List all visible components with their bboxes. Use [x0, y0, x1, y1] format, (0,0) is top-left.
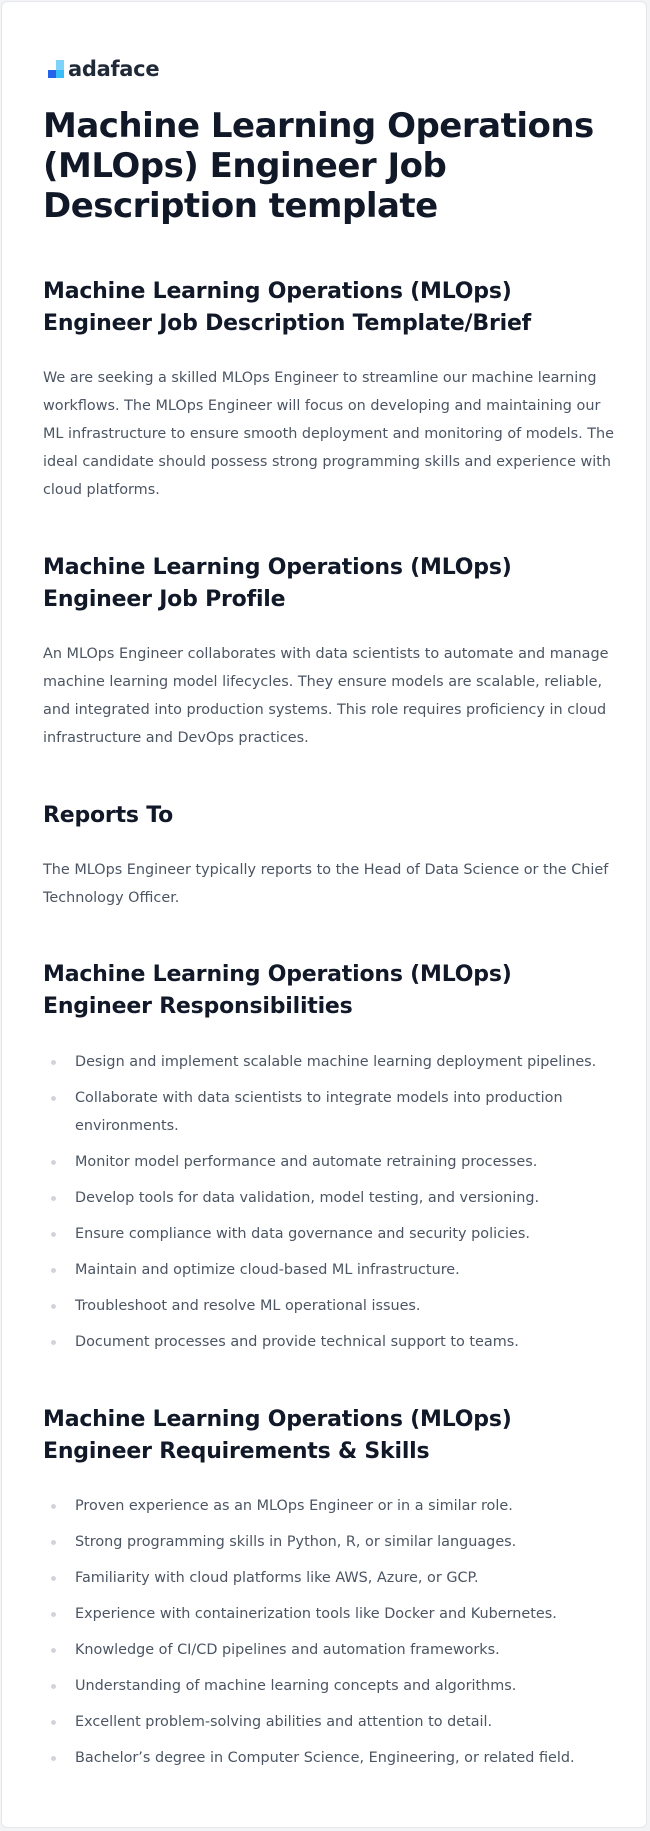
list-item: Ensure compliance with data governance and security policies. [43, 1220, 623, 1248]
section-text-brief: We are seeking a skilled MLOps Engineer to streamline our machine learning workflows. The MLOps Engineer will focus on developing and maintaining our ML infrastructure to ensure smooth deployment and monitoring of models. The ideal candidate should possess strong programming skills and experience with cloud platforms. [43, 370, 615, 498]
section-text-reports-to: The MLOps Engineer typically reports to the Head of Data Science or the Chief Technology Officer. [43, 862, 609, 906]
brand-name: adaface [68, 57, 160, 81]
responsibilities-list [43, 1048, 623, 1364]
list-item: Troubleshoot and resolve ML operational issues. [43, 1292, 623, 1320]
list-item: Maintain and optimize cloud-based ML infrastructure. [43, 1256, 623, 1284]
list-item: Understanding of machine learning concepts and algorithms. [43, 1672, 623, 1700]
adaface-logo-icon [48, 60, 64, 78]
adaface-logo[interactable] [48, 57, 159, 81]
section-heading-requirements: Machine Learning Operations (MLOps) Engineer Requirements & Skills [43, 1407, 512, 1464]
job-description-card [1, 1, 647, 1828]
list-item: Proven experience as an MLOps Engineer or in a similar role. [43, 1492, 623, 1520]
list-item: Excellent problem-solving abilities and attention to detail. [43, 1708, 623, 1736]
list-item: Document processes and provide technical support to teams. [43, 1328, 623, 1356]
list-item: Collaborate with data scientists to integrate models into production environments. [43, 1084, 623, 1140]
list-item: Familiarity with cloud platforms like AWS, Azure, or GCP. [43, 1564, 623, 1592]
list-item: Design and implement scalable machine learning deployment pipelines. [43, 1048, 623, 1076]
list-item: Experience with containerization tools like Docker and Kubernetes. [43, 1600, 623, 1628]
requirements-list [43, 1492, 623, 1780]
page-title: Machine Learning Operations (MLOps) Engineer Job Description template [43, 106, 594, 226]
section-heading-responsibilities: Machine Learning Operations (MLOps) Engineer Responsibilities [43, 962, 512, 1019]
list-item: Develop tools for data validation, model testing, and versioning. [43, 1184, 623, 1212]
section-heading-reports-to: Reports To [43, 803, 174, 828]
section-heading-brief: Machine Learning Operations (MLOps) Engineer Job Description Template/Brief [43, 279, 532, 336]
section-heading-profile: Machine Learning Operations (MLOps) Engineer Job Profile [43, 555, 512, 612]
list-item: Knowledge of CI/CD pipelines and automation frameworks. [43, 1636, 623, 1664]
section-text-profile: An MLOps Engineer collaborates with data scientists to automate and manage machine learning model lifecycles. They ensure models are scalable, reliable, and integrated into production systems. This role requires proficiency in cloud infrastructure and DevOps practices. [43, 646, 609, 746]
list-item: Monitor model performance and automate retraining processes. [43, 1148, 623, 1176]
list-item: Strong programming skills in Python, R, or similar languages. [43, 1528, 623, 1556]
list-item: Bachelor’s degree in Computer Science, Engineering, or related field. [43, 1744, 623, 1772]
